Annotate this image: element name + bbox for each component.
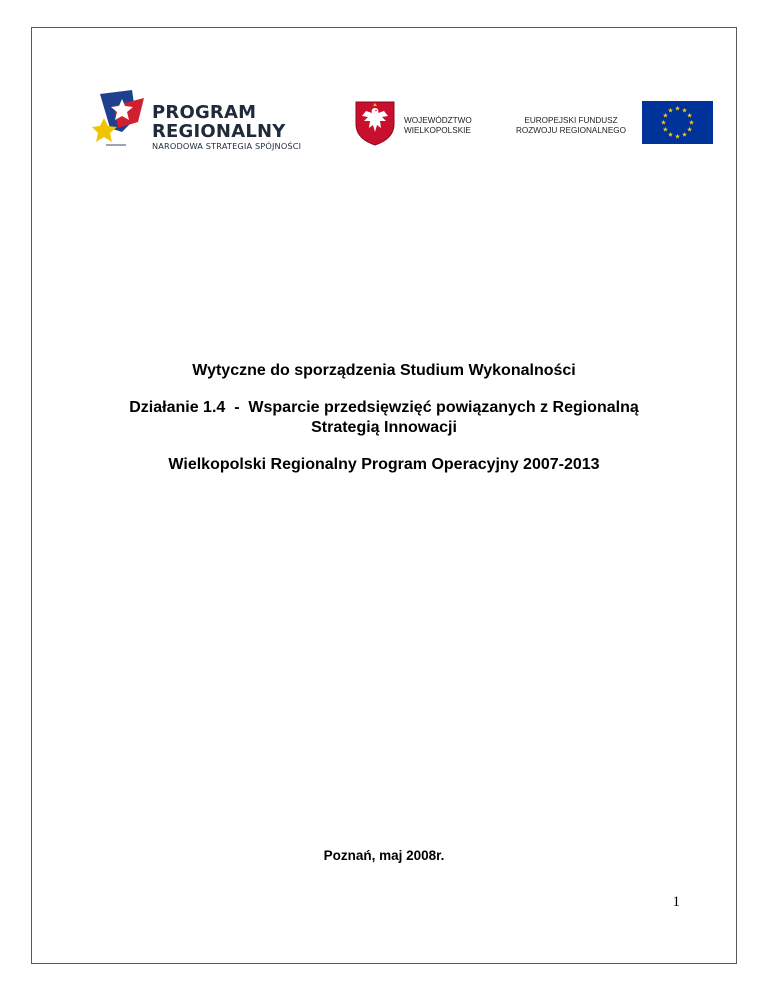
program-logo-subtitle: NARODOWA STRATEGIA SPÓJNOŚCI [152,141,302,151]
eu-fund-label-line1: EUROPEJSKI FUNDUSZ [524,116,618,125]
measure-heading-line2: Strategią Innowacji [311,419,457,436]
voivodeship-label [404,116,472,136]
wielkopolska-eagle-crest-icon [354,100,396,146]
document-title: Wytyczne do sporządzenia Studium Wykonalności [192,362,576,379]
program-logo-line2: REGIONALNY [152,121,286,142]
page-frame [31,27,737,964]
place-and-date: Poznań, maj 2008r. [323,848,445,863]
program-logo-line1: PROGRAM [152,102,257,123]
eu-fund-label-line2: ROZWOJU REGIONALNEGO [515,126,627,135]
program-regionalny-logo [92,88,332,156]
programme-title: Wielkopolski Regionalny Program Operacyjny 2007-2013 [168,456,600,473]
eu-fund-label [508,116,634,136]
voivodeship-label-line2: WIELKOPOLSKIE [404,126,471,135]
voivodeship-label-line1: WOJEWÓDZTWO [404,116,472,125]
eu-flag-icon [642,101,713,144]
measure-heading-line1: Działanie 1.4 - Wsparcie przedsięwzięć powiązanych z Regionalną [129,399,639,416]
measure-heading [60,398,708,438]
program-regionalny-star-icon [92,88,148,156]
page-number: 1 [672,894,680,910]
